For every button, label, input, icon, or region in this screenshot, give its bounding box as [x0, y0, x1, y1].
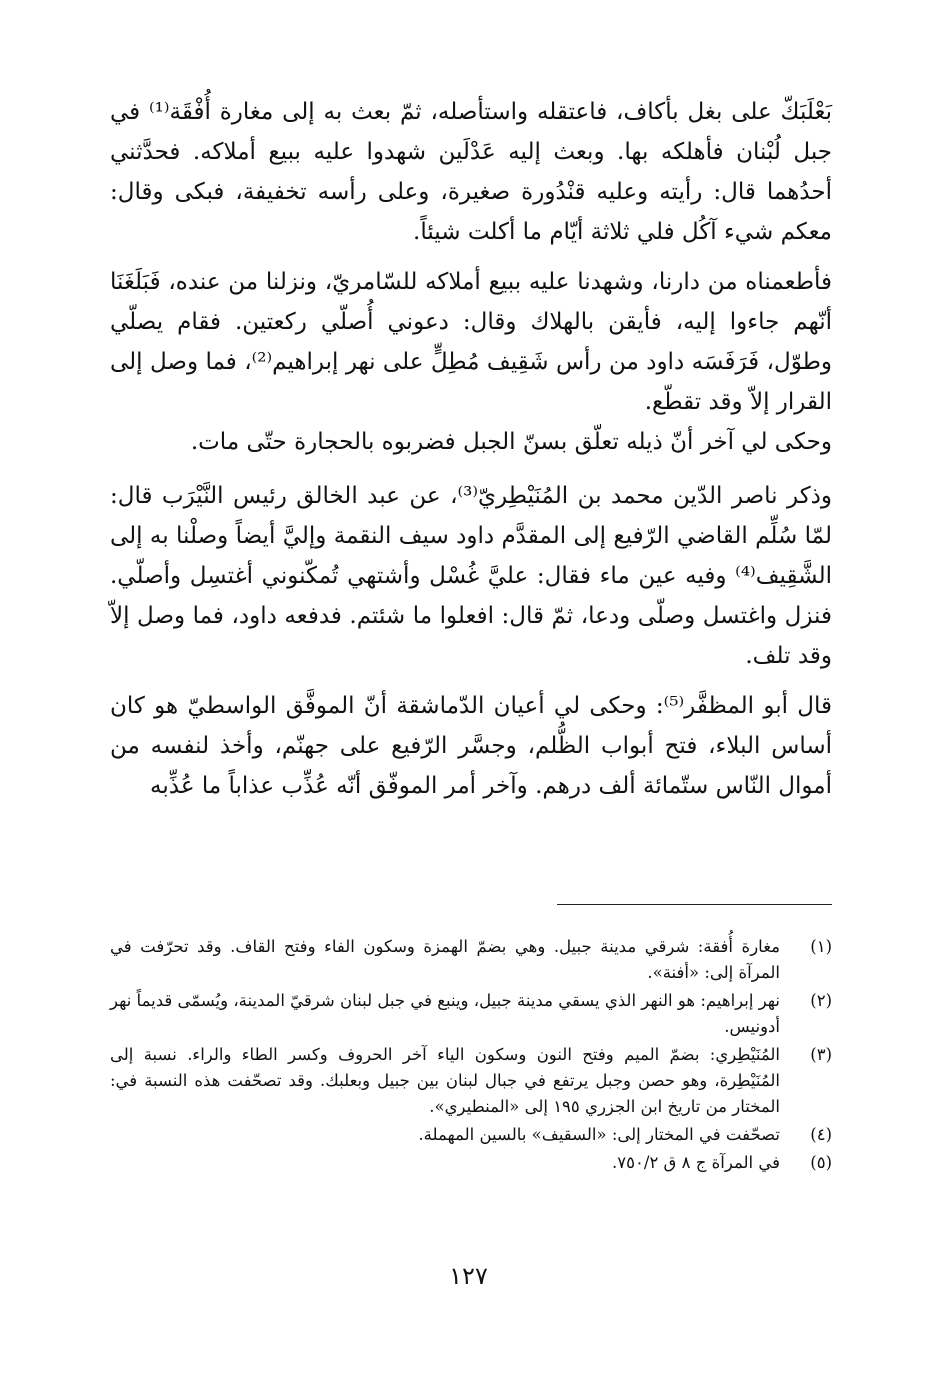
footnote-number: (٢): [810, 991, 832, 1010]
main-text: [110, 92, 832, 806]
page-number: ١٢٧: [449, 1262, 488, 1290]
footnotes: [110, 934, 832, 1178]
footnote-text: المُنَيْطِري: بضمّ الميم وفتح النون وسكون الياء آخر الحروف وكسر الطاء والراء. نسبة إلى المُنَيْطِرة، وهو حصن وجبل يرتفع في جبال لبنان بين جبيل وبعلبك. وقد تصحّفت هذه النسبة في: المختار من تاريخ ابن الجزري ١٩٥ إلى «المنطيري».: [110, 1045, 780, 1116]
footnote-text: تصحّفت في المختار إلى: «السقيف» بالسين المهملة.: [418, 1125, 780, 1144]
paragraph: فأطعمناه من دارنا، وشهدنا عليه ببيع أملاكه للسّامريّ، ونزلنا من عنده، فَبَلَغَنَا أنّهم جاءوا إليه، فأيقن بالهلاك وقال: دعوني أُصلّي ركعتين. فقام يصلّي وطوّل، فَرَفَسَه داود من رأس شَقِيف مُطِلٍّ على نهر إبراهيم⁽²⁾، فما وصل إلى القرار إلاّ وقد تقطّع.: [110, 269, 832, 415]
footnote: [110, 1150, 832, 1176]
footnote-number: (٣): [810, 1045, 832, 1064]
footnote-number: (٤): [810, 1125, 832, 1144]
footnote: [110, 934, 832, 986]
footnote-text: في المرآة ج ٨ ق ٧٥٠/٢.: [612, 1153, 780, 1172]
paragraph: وذكر ناصر الدّين محمد بن المُنَيْطِريّ⁽³⁾، عن عبد الخالق رئيس النَّيْرَب قال: لمّا سُلِّم القاضي الرّفيع إلى المقدَّم داود سيف النقمة وإليَّ أيضاً وصلْنا به إلى الشَّقِيف⁽⁴⁾ وفيه عين ماء فقال: عليَّ غُسْل وأشتهي تُمكّنوني أغتسِل وأصلّي. فنزل واغتسل وصلّى ودعا، ثمّ قال: افعلوا ما شئتم. فدفعه داود، فما وصل إلاّ وقد تلف.: [110, 483, 832, 669]
footnote-text: مغارة أُفقة: شرقي مدينة جبيل. وهي بضمّ الهمزة وسكون الفاء وفتح القاف. وقد تحرّفت في المرآة إلى: «أفنة».: [110, 937, 780, 982]
paragraph: قال أبو المظفَّر⁽⁵⁾: وحكى لي أعيان الدّماشقة أنّ الموفَّق الواسطيّ هو كان أساس البلاء، فتح أبواب الظُّلم، وجسَّر الرّفيع على جهنّم، وأخذ لنفسه من أموال النّاس ستّمائة ألف درهم. وآخر أمر الموفّق أنّه عُذِّب عذاباً ما عُذِّبه: [110, 693, 833, 799]
footnote: [110, 1122, 832, 1148]
footnote: [110, 1042, 832, 1120]
footnote-number: (١): [810, 937, 832, 956]
footnote: [110, 988, 832, 1040]
footnote-text: نهر إبراهيم: هو النهر الذي يسقي مدينة جبيل، وينبع في جبل لبنان شرقيّ المدينة، ويُسمّى قديماً نهر أدونيس.: [110, 991, 780, 1036]
footnote-separator: [557, 904, 832, 905]
paragraph: وحكى لي آخر أنّ ذيله تعلّق بسنّ الجبل فضربوه بالحجارة حتّى مات.: [190, 429, 832, 455]
paragraph: بَعْلَبَكّ على بغل بأكاف، فاعتقله واستأصله، ثمّ بعث به إلى مغارة أُفْقَة⁽¹⁾ في جبل لُبْنان فأهلكه بها. وبعث إليه عَدْلَين شهدوا عليه ببيع أملاكه. فحدَّثني أحدُهما قال: رأيته وعليه قنْدُورة صغيرة، وعلى رأسه تخفيفة، فبكى وقال: معكم شيء آكُل فلي ثلاثة أيّام ما أكلت شيئاً.: [110, 99, 832, 245]
footnote-number: (٥): [810, 1153, 832, 1172]
